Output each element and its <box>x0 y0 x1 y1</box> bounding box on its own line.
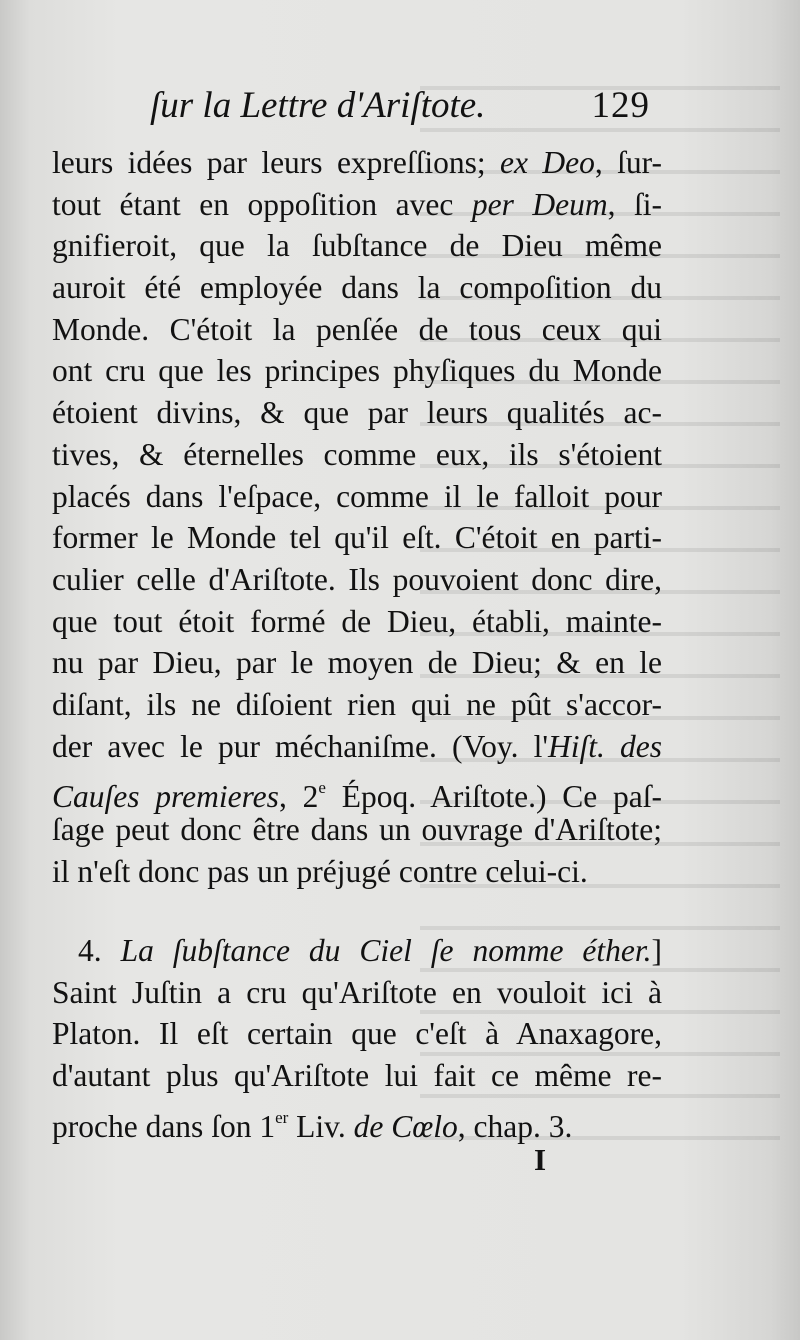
superscript-text: e <box>318 778 326 798</box>
text-line <box>52 972 662 1014</box>
text-segment: placés dans l'eſpace, comme il le falloit pour <box>52 478 662 514</box>
page-number: 129 <box>591 85 650 126</box>
text-line <box>52 309 662 351</box>
running-head <box>150 78 650 134</box>
text-segment: leurs idées par leurs expreſſions; <box>52 145 501 180</box>
text-line <box>52 1097 662 1144</box>
text-line <box>52 1055 662 1097</box>
italic-text: La ſubſtance du Ciel ſe nomme éther. <box>120 933 652 968</box>
text-segment: , ſi- <box>607 186 663 222</box>
italic-text: Cauſes premieres <box>52 779 279 815</box>
text-line <box>52 1013 662 1055</box>
text-segment: ſage peut donc être dans un ouvrage d'Ariſtote; <box>52 812 662 847</box>
text-segment: tives, & éternelles comme eux, ils s'étoient <box>52 436 662 472</box>
text-segment: auroit été employée dans la compoſition du <box>52 270 662 306</box>
text-line <box>52 684 662 726</box>
text-segment: Platon. Il eſt certain que c'eſt à Anaxagore, <box>52 1016 662 1052</box>
text-segment: ] <box>651 933 662 968</box>
text-segment: gnifieroit, que la ſubſtance de Dieu même <box>52 228 662 264</box>
text-segment: il n'eſt donc pas un préjugé contre celui-ci. <box>52 853 588 889</box>
text-line <box>52 225 662 267</box>
text-line <box>52 392 662 434</box>
superscript-text: er <box>275 1107 289 1127</box>
paragraph-2-note <box>52 930 662 1144</box>
italic-text: ex Deo <box>500 145 595 180</box>
italic-text: Hiſt. des <box>548 728 662 764</box>
text-segment: Époq. Ariſtote.) Ce paſ- <box>325 779 663 815</box>
text-segment: ont cru que les principes phyſiques du Monde <box>52 353 662 389</box>
text-segment: culier celle d'Ariſtote. Ils pouvoient donc dire, <box>52 561 662 597</box>
catchword: I <box>534 1142 547 1177</box>
text-segment: nu par Dieu, par le moyen de Dieu; & en le <box>52 645 662 681</box>
text-segment: Liv. <box>288 1108 354 1144</box>
text-line <box>52 559 662 601</box>
text-segment: que tout étoit formé de Dieu, établi, mainte- <box>52 603 662 639</box>
text-line <box>52 476 662 518</box>
text-segment: , 2 <box>278 779 319 815</box>
text-segment: proche dans ſon 1 <box>52 1108 276 1144</box>
italic-text: de Cœlo <box>353 1108 458 1144</box>
text-segment: tout étant en oppoſition avec <box>52 186 472 222</box>
text-segment: 4. <box>78 933 121 968</box>
text-line <box>52 434 662 476</box>
text-line <box>52 809 662 851</box>
text-segment: diſant, ils ne diſoient rien qui ne pût s'accor- <box>52 686 662 722</box>
text-line <box>52 767 663 815</box>
text-segment: der avec le pur méchaniſme. (Voy. l' <box>52 728 549 764</box>
text-line <box>52 350 662 392</box>
paragraph-1 <box>52 142 662 892</box>
running-title: ſur la Lettre d'Ariſtote. <box>150 85 486 126</box>
text-line <box>52 517 662 559</box>
text-line <box>52 142 662 184</box>
text-segment: d'autant plus qu'Ariſtote lui fait ce même re- <box>52 1058 662 1094</box>
italic-text: per Deum <box>471 186 608 222</box>
text-segment: Saint Juſtin a cru qu'Ariſtote en vouloit ici à <box>52 974 662 1010</box>
text-segment: , chap. 3. <box>457 1108 573 1144</box>
text-segment: , ſur- <box>594 145 662 180</box>
text-line <box>52 930 662 972</box>
text-line <box>52 267 662 309</box>
text-line <box>52 601 662 643</box>
text-segment: étoient divins, & que par leurs qualités ac- <box>52 395 662 431</box>
text-segment: Monde. C'étoit la penſée de tous ceux qui <box>52 311 662 347</box>
text-line <box>52 642 662 684</box>
text-segment: former le Monde tel qu'il eſt. C'étoit en parti- <box>52 520 662 556</box>
text-line <box>52 726 662 768</box>
text-line <box>52 184 662 226</box>
text-line <box>52 851 662 893</box>
